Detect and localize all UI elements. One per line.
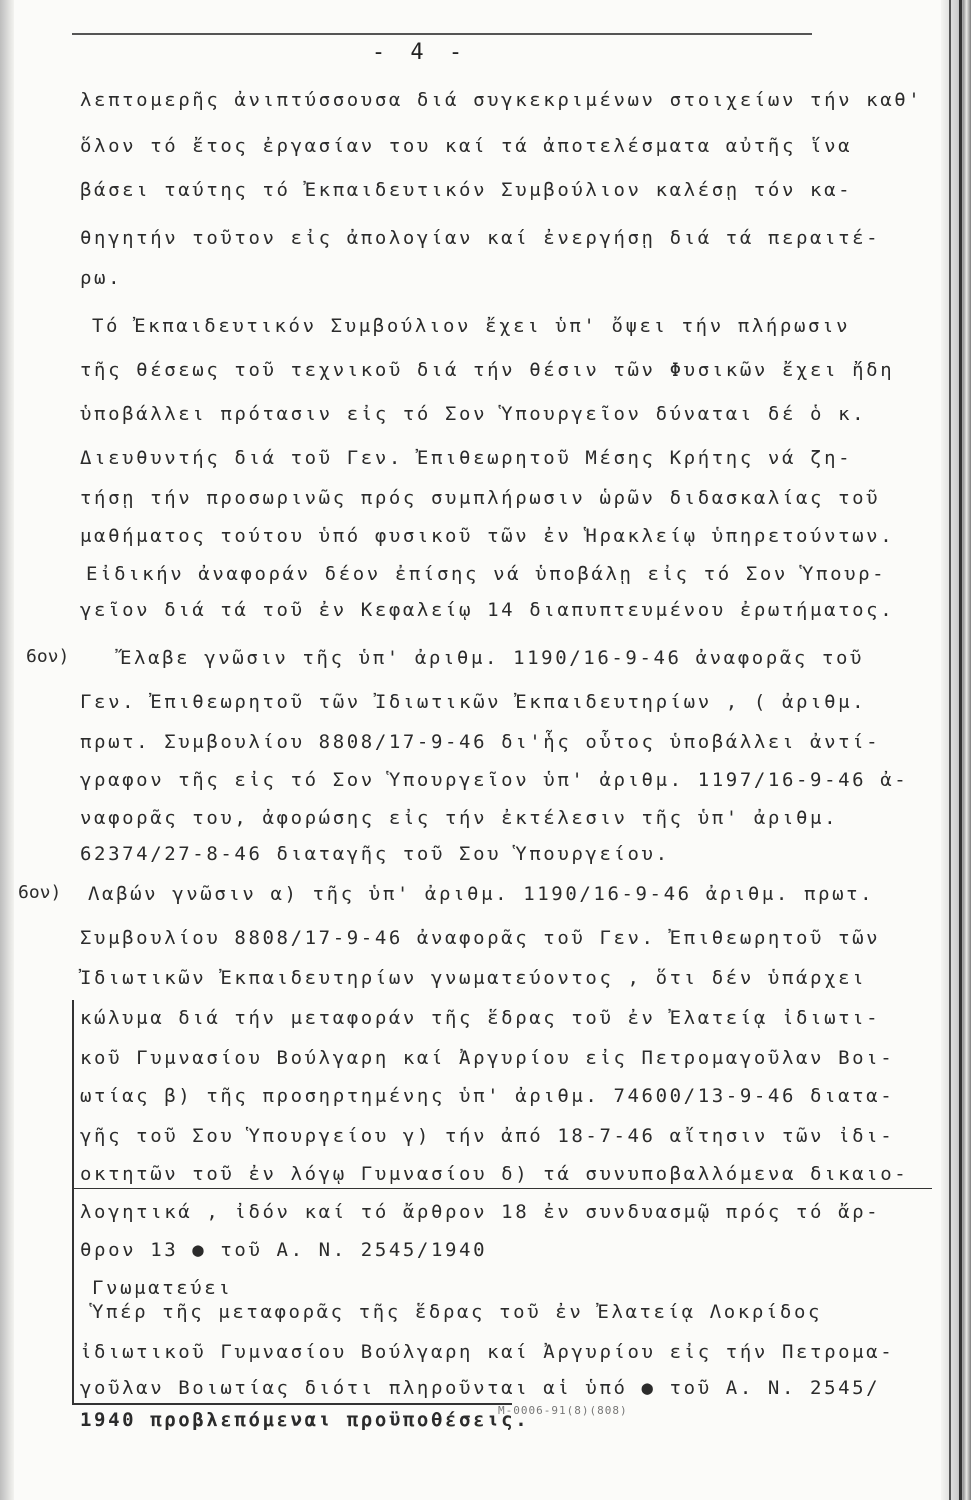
- page-edge-left: [0, 0, 14, 1500]
- text-line: Ἔλαβε γνῶσιν τῆς ὑπ' ἀριθμ. 1190/16-9-46 ἀναφορᾶς τοῦ: [120, 647, 865, 669]
- text-line: βάσει ταύτης τό Ἐκπαιδευτικόν Συμβούλιον καλέσῃ τόν κα-: [80, 179, 853, 201]
- item-number-7: 6ον): [18, 882, 62, 903]
- text-line: γῆς τοῦ Σου Ὑπουργείου γ) τήν ἀπό 18-7-46 αἴτησιν τῶν ἰδι-: [80, 1125, 895, 1147]
- text-line: Διευθυντής διά τοῦ Γεν. Ἐπιθεωρητοῦ Μέσης Κρήτης νά ζη-: [80, 447, 853, 469]
- text-line: μαθήματος τούτου ὑπό φυσικοῦ τῶν ἐν Ἡρακλείῳ ὑπηρετούντων.: [80, 525, 895, 547]
- archive-stamp-code: M-0006-91(8)(808): [498, 1404, 628, 1417]
- text-line: 1940 προβλεπόμεναι προϋποθέσεις.: [80, 1409, 530, 1431]
- text-line: 62374/27-8-46 διαταγῆς τοῦ Σου Ὑπουργείου.: [80, 843, 670, 865]
- text-line: γεῖον διά τά τοῦ ἐν Κεφαλείῳ 14 διαπυπτευμένου ἐρωτήματος.: [80, 599, 895, 621]
- text-line: Εἰδικήν ἀναφοράν δέον ἐπίσης νά ὑποβάλῃ εἰς τό Σον Ὑπουρ-: [86, 563, 887, 585]
- text-line: τῆς θέσεως τοῦ τεχνικοῦ διά τήν θέσιν τῶν Φυσικῶν ἔχει ἤδη: [80, 359, 895, 381]
- text-line: ναφορᾶς του, ἀφορώσης εἰς τήν ἐκτέλεσιν τῆς ὑπ' ἀριθμ.: [80, 807, 839, 829]
- text-line: λεπτομερῆς ἀνιπτύσσουσα διά συγκεκριμένων στοιχείων τήν καθ': [80, 89, 923, 111]
- item-number-6: 6ον): [26, 646, 70, 667]
- text-line: γραφον τῆς εἰς τό Σον Ὑπουργεῖον ὑπ' ἀριθμ. 1197/16-9-46 ἀ-: [80, 769, 909, 791]
- page-edge-right: [941, 0, 971, 1500]
- text-line: Γνωματεύει: [92, 1277, 233, 1299]
- page-number: - 4 -: [371, 40, 469, 65]
- box-divider: [72, 1188, 932, 1189]
- text-line: θρον 13 ● τοῦ Α. Ν. 2545/1940: [80, 1239, 488, 1261]
- text-line: θηγητήν τοῦτον εἰς ἀπολογίαν καί ἐνεργήσῃ διά τά περαιτέ-: [80, 227, 881, 249]
- top-rule: [72, 33, 812, 35]
- text-line: Ἰδιωτικῶν Ἐκπαιδευτηρίων γνωματεύοντος , ὅτι δέν ὑπάρχει: [80, 967, 867, 989]
- text-line: ρω.: [80, 267, 123, 289]
- text-line: κώλυμα διά τήν μεταφοράν τῆς ἕδρας τοῦ ἐν Ἐλατείᾳ ἰδιωτι-: [80, 1007, 881, 1029]
- text-line: ὅλον τό ἔτος ἐργασίαν του καί τά ἀποτελέσματα αὐτῆς ἵνα: [80, 135, 853, 157]
- text-line: πρωτ. Συμβουλίου 8808/17-9-46 δι'ἧς οὗτος ὑποβάλλει ἀντί-: [80, 731, 881, 753]
- text-line: ἰδιωτικοῦ Γυμνασίου Βούλγαρη καί Ἀργυρίου εἰς τήν Πετρομα-: [80, 1341, 895, 1363]
- text-line: Τό Ἐκπαιδευτικόν Συμβούλιον ἔχει ὑπ' ὄψει τήν πλήρωσιν: [92, 315, 851, 337]
- text-line: Συμβουλίου 8808/17-9-46 ἀναφορᾶς τοῦ Γεν. Ἐπιθεωρητοῦ τῶν: [80, 927, 881, 949]
- text-line: Ὑπέρ τῆς μεταφορᾶς τῆς ἕδρας τοῦ ἐν Ἐλατείᾳ Λοκρίδος: [92, 1301, 823, 1323]
- box-bottom-border: [72, 1403, 512, 1405]
- text-line: λογητικά , ἰδόν καί τό ἄρθρον 18 ἐν συνδυασμῷ πρός τό ἄρ-: [80, 1201, 881, 1223]
- text-line: ὑποβάλλει πρότασιν εἰς τό Σον Ὑπουργεῖον δύναται δέ ὁ κ.: [80, 403, 867, 425]
- text-line: γοῦλαν Βοιωτίας διότι πληροῦνται αἱ ὑπό ● τοῦ Α. Ν. 2545/: [80, 1377, 881, 1399]
- text-line: ωτίας β) τῆς προσηρτημένης ὑπ' ἀριθμ. 74600/13-9-46 διατα-: [80, 1085, 895, 1107]
- text-line: τήσῃ τήν προσωρινῶς πρός συμπλήρωσιν ὡρῶν διδασκαλίας τοῦ: [80, 487, 881, 509]
- text-line: Γεν. Ἐπιθεωρητοῦ τῶν Ἰδιωτικῶν Ἐκπαιδευτηρίων , ( ἀριθμ.: [80, 691, 867, 713]
- text-line: κοῦ Γυμνασίου Βούλγαρη καί Ἀργυρίου εἰς Πετρομαγοῦλαν Βοι-: [80, 1047, 895, 1069]
- box-left-border: [72, 1000, 74, 1405]
- text-line: Λαβών γνῶσιν α) τῆς ὑπ' ἀριθμ. 1190/16-9-46 ἀριθμ. πρωτ.: [88, 883, 875, 905]
- text-line: οκτητῶν τοῦ ἐν λόγῳ Γυμνασίου δ) τά συνυποβαλλόμενα δικαιο-: [80, 1163, 909, 1185]
